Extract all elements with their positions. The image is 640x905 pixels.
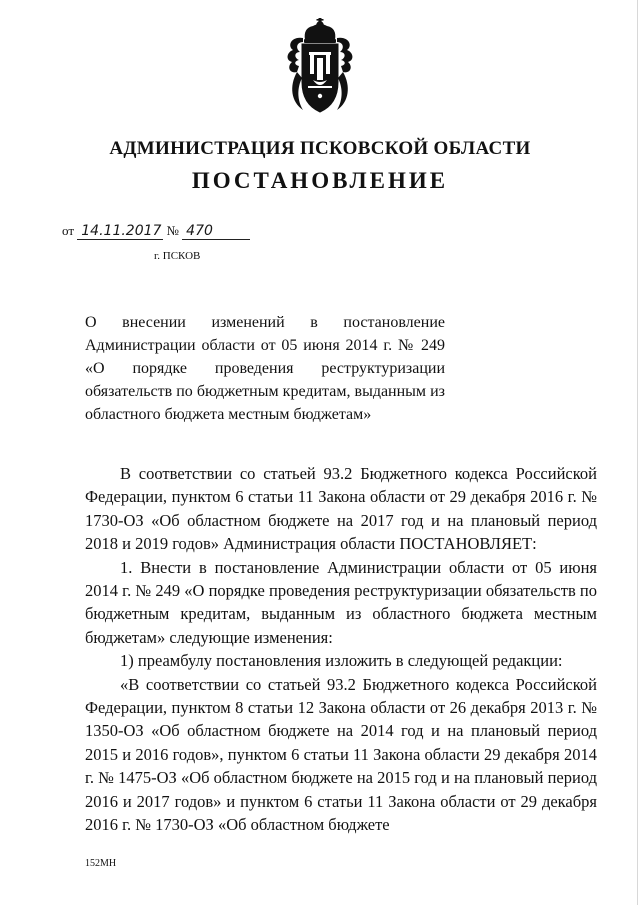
paragraph: В соответствии со статьей 93.2 Бюджетного кодекса Российской Федерации, пунктом 6 статьи 11 Закона области от 29 декабря 2016 г. № 1730-ОЗ «Об областном бюджете на 2017 год и на плановый период 2018 и 2019 годов» Администрация области ПОСТАНОВЛЯЕТ: [85,464,597,554]
paragraph: 1) преамбулу постановления изложить в следующей редакции: [120,651,563,671]
subject-text: О внесении изменений в постановление Администрации области от 05 июня 2014 г. № 249 «О порядке проведения реструктуризации обязательств по бюджетным кредитам, выданным из областного бюджета местным бюджетам» [85,314,445,423]
doc-number-line [62,223,250,240]
date-prefix: от [62,223,75,238]
document-subject [85,311,445,426]
footer-code: 152МН [85,858,117,869]
document-type: ПОСТАНОВЛЕНИЕ [191,168,449,193]
organization-title: АДМИНИСТРАЦИЯ ПСКОВСКОЙ ОБЛАСТИ [109,138,531,159]
paragraph: «В соответствии со статьей 93.2 Бюджетного кодекса Российской Федерации, пунктом 8 статьи 12 Закона области от 26 декабря 2013 г. № 1350-ОЗ «Об областном бюджете на 2014 год и на плановый период 2015 и 2016 годов», пунктом 6 статьи 11 Закона области 29 декабря 2014 г. № 1475-ОЗ «Об областном бюджете на 2015 год и на плановый период 2016 и 2017 годов» и пунктом 6 статьи 11 Закона области от 29 декабря 2016 г. № 1730-ОЗ «Об областном бюджете [85,674,597,835]
city: г. ПСКОВ [154,250,201,262]
number-label: № [166,223,179,238]
doc-date: 14.11.2017 [77,223,163,240]
paragraph: 1. Внести в постановление Администрации области от 05 июня 2014 г. № 249 «О порядке проведения реструктуризации обязательств по бюджетным кредитам, выданным из областного бюджета местным бюджетам» следующие изменения: [85,557,597,647]
page-edge [637,0,638,905]
coat-of-arms-icon [273,16,367,120]
doc-number: 470 [182,223,250,240]
document-body [85,462,597,837]
